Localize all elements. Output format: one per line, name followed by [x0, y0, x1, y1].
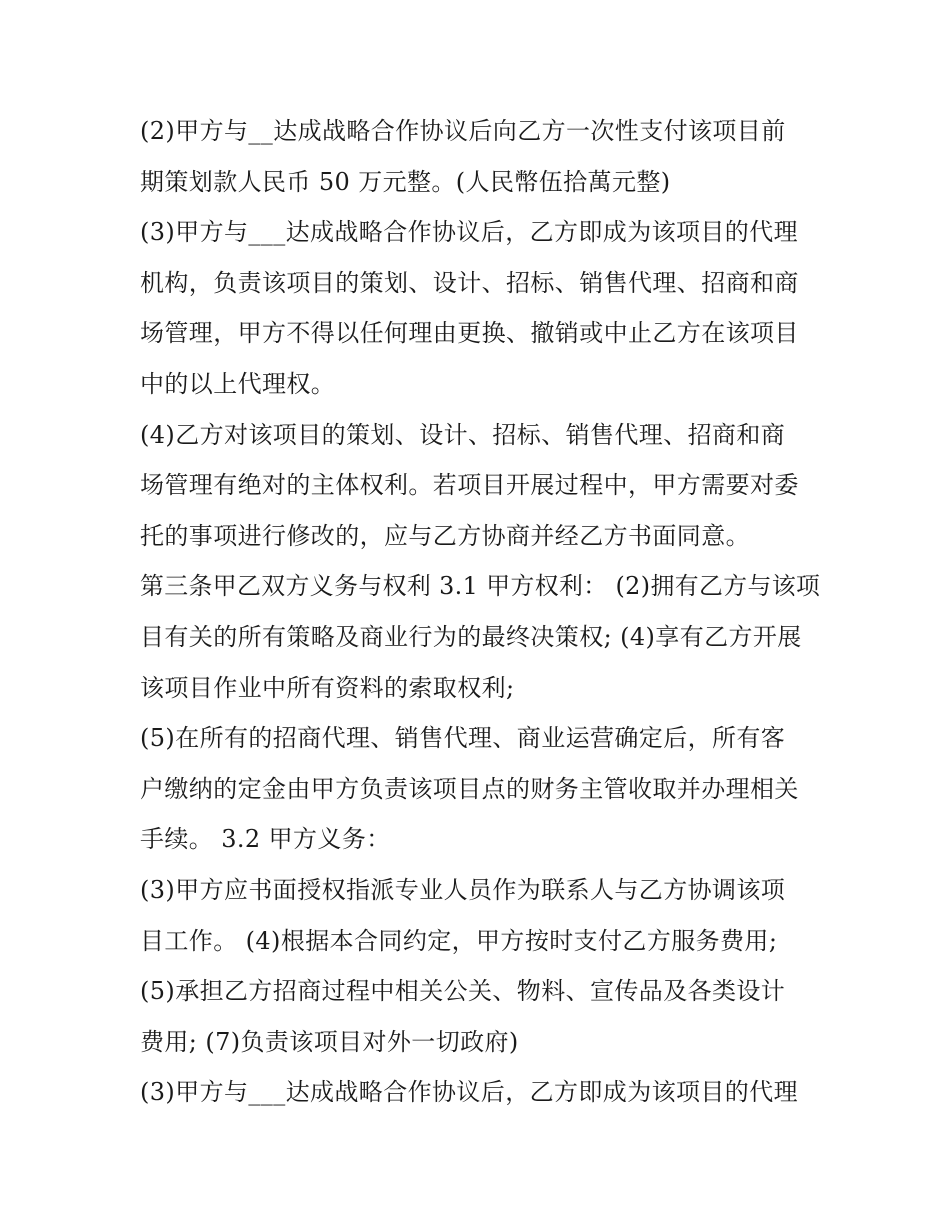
text-line: (5)承担乙方招商过程中相关公关、物料、宣传品及各类设计 — [140, 977, 786, 1006]
text-line: 期策划款人民币 50 万元整。(人民幣伍拾萬元整) — [140, 167, 671, 196]
text-line: 费用; (7)负责该项目对外一切政府) — [140, 1027, 519, 1056]
text-line: 中的以上代理权。 — [140, 369, 336, 398]
text-line: 第三条甲乙双方义务与权利 3.1 甲方权利： (2)拥有乙方与该项 — [140, 572, 821, 601]
text-line: 场管理，甲方不得以任何理由更换、撤销或中止乙方在该项目 — [140, 319, 799, 348]
text-line: 托的事项进行修改的，应与乙方协商并经乙方书面同意。 — [140, 521, 750, 550]
text-line: (5)在所有的招商代理、销售代理、商业运营确定后，所有客 — [140, 724, 786, 753]
text-line: 该项目作业中所有资料的索取权利; — [140, 673, 515, 702]
text-line: 手续。 3.2 甲方义务： — [140, 825, 391, 854]
text-line: 目有关的所有策略及商业行为的最终决策权; (4)享有乙方开展 — [140, 622, 802, 651]
text-line: (2)甲方与__达成战略合作协议后向乙方一次性支付该项目前 — [140, 117, 786, 145]
text-line: (3)甲方与___达成战略合作协议后，乙方即成为该项目的代理 — [140, 1078, 798, 1107]
text-line: 户缴纳的定金由甲方负责该项目点的财务主管收取并办理相关 — [140, 774, 799, 803]
text-line: 目工作。 (4)根据本合同约定，甲方按时支付乙方服务费用; — [140, 926, 778, 955]
text-line: (4)乙方对该项目的策划、设计、招标、销售代理、招商和商 — [140, 420, 786, 449]
text-line: 场管理有绝对的主体权利。若项目开展过程中，甲方需要对委 — [140, 471, 799, 500]
text-line: 机构，负责该项目的策划、设计、招标、销售代理、招商和商 — [140, 268, 799, 297]
document-body — [140, 106, 820, 1118]
text-line: (3)甲方应书面授权指派专业人员作为联系人与乙方协调该项 — [140, 875, 786, 904]
text-line: (3)甲方与___达成战略合作协议后，乙方即成为该项目的代理 — [140, 218, 798, 247]
